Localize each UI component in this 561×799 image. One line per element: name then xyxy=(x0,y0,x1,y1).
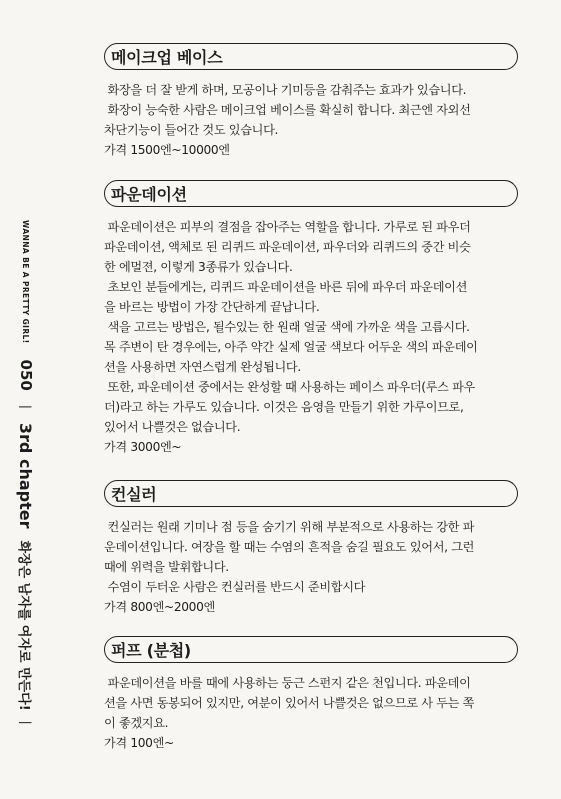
section-body xyxy=(104,673,518,753)
section-title: 컨실러 xyxy=(111,485,157,504)
section-concealer xyxy=(104,480,518,617)
section-body xyxy=(104,217,518,457)
body-line: 더)라고 하는 가루도 있습니다. 이것은 음영을 만들기 위한 가루이므로, xyxy=(104,400,464,414)
body-line: 색을 고르는 방법은, 될수있는 한 원래 얼굴 색에 가까운 색을 고릅시다. xyxy=(104,320,470,334)
chapter-title: 화장은 남자를 여자로 만든다! xyxy=(16,540,32,711)
section-heading xyxy=(104,480,518,507)
page-number: 050 xyxy=(17,359,35,391)
sidebar-rotated-text xyxy=(6,220,46,725)
price-line: 가격 800엔~2000엔 xyxy=(104,600,215,614)
body-line: 파운데이션은 피부의 결점을 잡아주는 역할을 합니다. 가루로 된 파우더 xyxy=(104,220,471,234)
body-line: 한 에멀젼, 이렇게 3종류가 있습니다. xyxy=(104,260,293,274)
body-line: 차단기능이 들어간 것도 있습니다. xyxy=(104,123,279,137)
body-line: 션을 사면 동봉되어 있지만, 여분이 있어서 나쁠것은 없으므로 사 두는 쪽 xyxy=(104,696,475,710)
sidebar-end-mark: | xyxy=(19,720,33,725)
body-line: 파운데이션을 바를 때에 사용하는 둥근 스펀지 같은 천입니다. 파운데이 xyxy=(104,676,471,690)
price-line: 가격 1500엔~10000엔 xyxy=(104,143,230,157)
section-makeup-base xyxy=(104,43,518,160)
chapter-label: 3rd chapter xyxy=(16,422,36,529)
section-heading xyxy=(104,180,518,207)
running-sidebar xyxy=(6,220,46,780)
sidebar-divider: | xyxy=(19,404,33,409)
body-line: 을 바르는 방법이 가장 간단하게 끝납니다. xyxy=(104,300,320,314)
section-title: 파운데이션 xyxy=(111,185,187,204)
body-line: 수염이 두터운 사람은 컨실러를 반드시 준비합시다 xyxy=(104,580,366,594)
body-line: 목 주변이 탄 경우에는, 아주 약간 실제 얼굴 색보다 어두운 색의 파운데이 xyxy=(104,340,478,354)
body-line: 컨실러는 원래 기미나 점 등을 숨기기 위해 부분적으로 사용하는 강한 파 xyxy=(104,520,475,534)
body-line: 초보인 분들에게는, 리퀴드 파운데이션을 바른 뒤에 파우더 파운데이션 xyxy=(104,280,467,294)
section-puff xyxy=(104,636,518,753)
section-title: 퍼프 (분첩) xyxy=(111,641,191,660)
body-line: 화장을 더 잘 받게 하며, 모공이나 기미등을 감춰주는 효과가 있습니다. xyxy=(104,83,467,97)
section-foundation xyxy=(104,180,518,457)
section-body xyxy=(104,517,518,617)
price-line: 가격 3000엔~ xyxy=(104,440,182,454)
price-line: 가격 100엔~ xyxy=(104,736,174,750)
body-line: 또한, 파운데이션 중에서는 완성할 때 사용하는 페이스 파우더(루스 파우 xyxy=(104,380,475,394)
body-line: 이 좋겠지요. xyxy=(104,716,169,730)
section-heading xyxy=(104,636,518,663)
series-title: WANNA BE A PRETTY GIRL! xyxy=(21,220,31,344)
body-line: 운데이션입니다. 여장을 할 때는 수염의 흔적을 숨길 필요도 있어서, 그런 xyxy=(104,540,475,554)
body-line: 파운데이션, 액체로 된 리퀴드 파운데이션, 파우더와 리퀴드의 중간 비슷 xyxy=(104,240,471,254)
body-line: 때에 위력을 발휘합니다. xyxy=(104,560,229,574)
body-line: 있어서 나쁠것은 없습니다. xyxy=(104,420,241,434)
body-line: 션을 사용하면 자연스럽게 완성됩니다. xyxy=(104,360,301,374)
section-title: 메이크업 베이스 xyxy=(111,48,223,67)
section-body xyxy=(104,80,518,160)
body-line: 화장이 능숙한 사람은 메이크업 베이스를 확실히 합니다. 최근엔 자외선 xyxy=(104,103,471,117)
section-heading xyxy=(104,43,518,70)
